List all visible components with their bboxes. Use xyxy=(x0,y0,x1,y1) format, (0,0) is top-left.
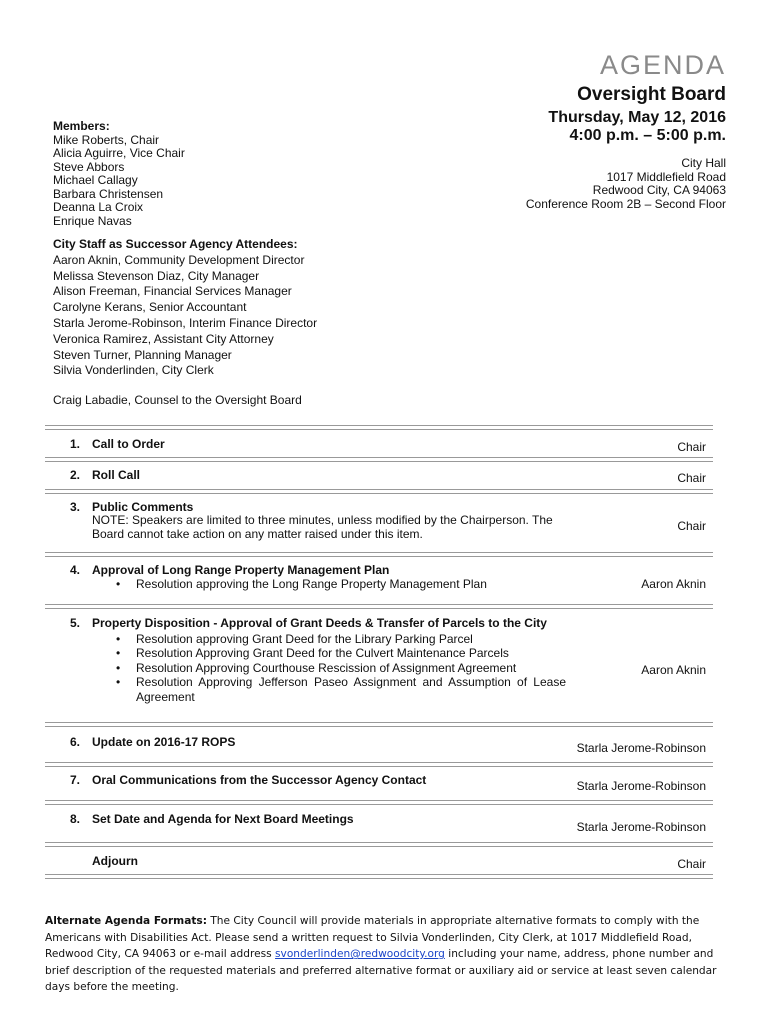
agenda-title: AGENDA xyxy=(599,50,726,80)
item-title: Adjourn xyxy=(92,854,138,868)
footer-label: Alternate Agenda Formats: xyxy=(45,915,207,927)
item-presenter: Starla Jerome-Robinson xyxy=(576,820,706,834)
item-title: Approval of Long Range Property Management Plan xyxy=(92,563,390,577)
member-name: Barbara Christensen xyxy=(53,186,164,201)
staff-list xyxy=(53,237,317,379)
member-name: Michael Callagy xyxy=(53,173,138,187)
staff-heading: City Staff as Successor Agency Attendees: xyxy=(53,237,298,251)
staff-member: Starla Jerome-Robinson, Interim Finance Director xyxy=(53,315,318,330)
item-number: 6. xyxy=(69,735,80,749)
item-title: Call to Order xyxy=(92,437,165,451)
email-link[interactable]: svonderlinden@redwoodcity.org xyxy=(275,948,445,961)
location-line: City Hall xyxy=(681,156,726,170)
staff-member: Aaron Aknin, Community Development Director xyxy=(53,252,305,267)
item-presenter: Chair xyxy=(677,857,706,871)
member-name: Steve Abbors xyxy=(53,159,125,174)
location-line: Conference Room 2B – Second Floor xyxy=(525,196,726,211)
staff-member: Steven Turner, Planning Manager xyxy=(53,347,232,362)
staff-member: Melissa Stevenson Diaz, City Manager xyxy=(53,268,260,283)
footer-text: including your name, address, phone number and brief description of the requested materials and preferred alternative format or auxiliary aid or service at least seven calendar days before the meeting. xyxy=(45,948,717,994)
staff-member: Silvia Vonderlinden, City Clerk xyxy=(53,363,214,378)
bullet-item: • Resolution approving Grant Deed for the Library Parking Parcel xyxy=(92,632,566,646)
item-presenter: Aaron Aknin xyxy=(641,663,706,677)
item-title: Public Comments xyxy=(92,500,194,514)
divider xyxy=(45,604,713,609)
footer-text: The City Council will provide materials in appropriate alternative formats to comply with the Americans with Disabilities Act. Please send a written request to Silvia Vonderlinden, City Clerk, at 1017 Middlefield Road, Redwood City, CA 94063 or e-mail address xyxy=(45,915,700,961)
members-heading: Members: xyxy=(53,119,110,133)
meeting-time: 4:00 p.m. – 5:00 p.m. xyxy=(569,127,726,144)
item-title: Roll Call xyxy=(92,468,141,482)
item-presenter: Starla Jerome-Robinson xyxy=(576,741,706,755)
divider xyxy=(45,842,713,847)
item-number: 3. xyxy=(69,500,80,514)
divider xyxy=(45,425,713,430)
location-line: 1017 Middlefield Road xyxy=(606,169,726,184)
board-title: Oversight Board xyxy=(577,84,726,105)
bullet-item: • Resolution approving the Long Range Property Management Plan xyxy=(92,577,566,591)
item-presenter: Chair xyxy=(677,440,706,454)
staff-member: Alison Freeman, Financial Services Manager xyxy=(53,284,292,299)
members-list xyxy=(53,120,185,228)
member-name: Alicia Aguirre, Vice Chair xyxy=(53,146,185,160)
item-presenter: Chair xyxy=(677,471,706,485)
divider xyxy=(45,874,713,879)
item-note: NOTE: Speakers are limited to three minutes, unless modified by the Chairperson. The Board cannot take action on any matter raised under this item. xyxy=(92,513,553,541)
item-number: 8. xyxy=(69,812,80,826)
item-number: 5. xyxy=(69,616,80,630)
alternate-formats-notice xyxy=(45,913,730,996)
staff-member: Carolyne Kerans, Senior Accountant xyxy=(53,300,247,315)
item-bullets xyxy=(92,632,566,704)
item-title: Oral Communications from the Successor Agency Contact xyxy=(92,773,427,787)
item-presenter: Chair xyxy=(677,519,706,533)
divider xyxy=(45,762,713,767)
member-name: Enrique Navas xyxy=(53,213,132,228)
divider xyxy=(45,457,713,462)
item-title: Property Disposition - Approval of Grant Deeds & Transfer of Parcels to the City xyxy=(92,616,547,630)
member-name: Mike Roberts, Chair xyxy=(53,132,160,147)
bullet-item: • Resolution Approving Jefferson Paseo Assignment and Assumption of Lease Agreement xyxy=(92,675,566,704)
item-presenter: Starla Jerome-Robinson xyxy=(576,779,706,793)
meeting-date: Thursday, May 12, 2016 xyxy=(548,109,726,126)
staff-member: Veronica Ramirez, Assistant City Attorney xyxy=(53,331,274,346)
divider xyxy=(45,552,713,557)
item-title: Set Date and Agenda for Next Board Meetings xyxy=(92,812,354,826)
item-number: 4. xyxy=(69,563,80,577)
item-number: 2. xyxy=(69,468,80,482)
item-number: 1. xyxy=(69,437,80,451)
location-line: Redwood City, CA 94063 xyxy=(592,183,726,197)
counsel: Craig Labadie, Counsel to the Oversight Board xyxy=(53,393,302,407)
bullet-item: • Resolution Approving Grant Deed for the Culvert Maintenance Parcels xyxy=(92,646,566,660)
item-title: Update on 2016-17 ROPS xyxy=(92,735,236,749)
member-name: Deanna La Croix xyxy=(53,200,144,214)
bullet-item: • Resolution Approving Courthouse Rescission of Assignment Agreement xyxy=(92,661,566,675)
item-presenter: Aaron Aknin xyxy=(641,577,706,591)
divider xyxy=(45,489,713,494)
item-bullets xyxy=(92,577,566,591)
item-number: 7. xyxy=(69,773,80,787)
divider xyxy=(45,722,713,727)
divider xyxy=(45,800,713,805)
